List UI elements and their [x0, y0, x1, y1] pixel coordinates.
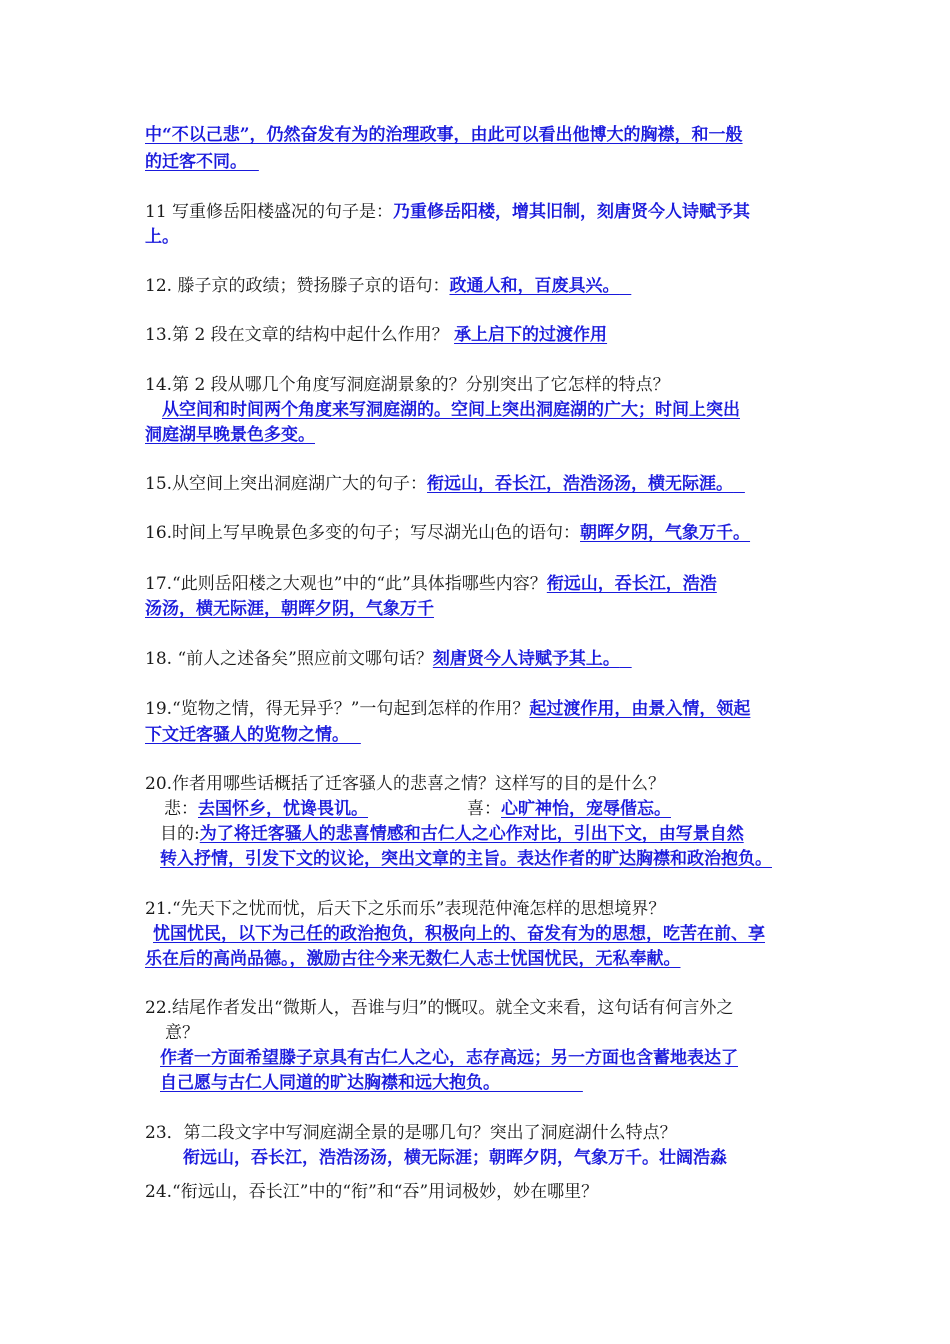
answer-text: 作者一方面希望滕子京具有古仁人之心，志存高远；另一方面也含蓄地表达了 [160, 1048, 738, 1068]
question-text: 24.“衔远山，吞长江”中的“衔”和“吞”用词极妙，妙在哪里？ [145, 1182, 599, 1202]
answer-text: 中“不以己悲”，仍然奋发有为的治理政事，由此可以看出他博大的胸襟，和一般 [145, 125, 743, 145]
answer-line [164, 797, 368, 821]
answer-text: 为了将迁客骚人的悲喜情感和古仁人之心作对比，引出下文，由写景自然 [199, 824, 744, 844]
question-line [145, 472, 745, 496]
question-text: 20.作者用哪些话概括了迁客骚人的悲喜之情？这样写的目的是什么？ [145, 774, 666, 794]
answer-text: 刻唐贤今人诗赋予其上。 [432, 649, 620, 669]
answer-line [160, 847, 772, 871]
answer-line [467, 797, 671, 821]
answer-line [160, 1071, 583, 1095]
question-line [145, 521, 750, 545]
answer-text: 朝晖夕阴，气象万千。 [580, 523, 751, 543]
answer-text: 转入抒情，引发下文的议论，突出文章的主旨。表达作者的旷达胸襟和政治抱负。 [160, 849, 772, 869]
question-line [145, 274, 631, 298]
answer-text: 去国怀乡，忧谗畏讥。 [198, 799, 368, 819]
question-text: 19.“览物之情，得无异乎？”一句起到怎样的作用？ [145, 699, 530, 719]
answer-text: 从空间和时间两个角度来写洞庭湖的。空间上突出洞庭湖的广大；时间上突出 [162, 400, 740, 420]
question-text: 11 写重修岳阳楼盛况的句子是： [145, 202, 394, 222]
question-line [145, 647, 632, 671]
answer-text: 下文迁客骚人的览物之情。 [145, 725, 349, 745]
question-text: 13.第 2 段在文章的结构中起什么作用？ [145, 325, 455, 345]
question-line [145, 697, 750, 721]
answer-text: 衔远山，吞长江，浩浩 [546, 574, 717, 594]
label-text: 悲： [164, 799, 198, 819]
question-line [145, 572, 717, 596]
question-text: 18. “前人之述备矣”照应前文哪句话？ [145, 649, 433, 669]
answer-line [153, 922, 765, 946]
question-text: 15.从空间上突出洞庭湖广大的句子： [145, 474, 428, 494]
question-line [145, 897, 665, 921]
answer-text: 乐在后的高尚品德。，激励古往今来无数仁人志士忧国忧民，无私奉献。 [145, 949, 681, 969]
answer-text: 汤汤，横无际涯，朝晖夕阴，气象万千 [145, 599, 434, 619]
question-text: 14.第 2 段从哪几个角度写洞庭湖景象的？分别突出了它怎样的特点？ [145, 375, 670, 395]
answer-line [145, 947, 681, 971]
answer-line [145, 723, 361, 747]
answer-text: 上。 [145, 227, 179, 247]
answer-text: 承上启下的过渡作用 [454, 325, 608, 345]
question-line [145, 323, 607, 347]
label-text: 目的: [160, 824, 200, 844]
answer-line [160, 1046, 738, 1070]
question-line [145, 373, 670, 397]
answer-text: 心旷神怡，宠辱偕忘。 [501, 799, 671, 819]
question-line [145, 200, 750, 224]
answer-text: 衔远山，吞长江，浩浩汤汤，横无际涯。 [427, 474, 734, 494]
label-text: 喜： [467, 799, 501, 819]
answer-line [183, 1146, 727, 1170]
question-line [145, 1121, 677, 1145]
answer-text: 自己愿与古仁人同道的旷达胸襟和远大抱负。 [160, 1073, 500, 1093]
answer-text: 乃重修岳阳楼，增其旧制，刻唐贤今人诗赋予其 [393, 202, 751, 222]
answer-line [145, 597, 434, 621]
question-text: 17.“此则岳阳楼之大观也”中的“此”具体指哪些内容？ [145, 574, 547, 594]
answer-text: 忧国忧民，以下为己任的政治抱负，积极向上的、奋发有为的思想，吃苦在前、享 [153, 924, 765, 944]
answer-line [145, 225, 179, 249]
answer-line [145, 423, 315, 447]
question-line [145, 996, 733, 1020]
answer-text: 起过渡作用，由景入情，领起 [529, 699, 751, 719]
answer-text: 洞庭湖早晚景色多变。 [145, 425, 315, 445]
question-line [145, 1180, 598, 1204]
question-text: 23．第二段文字中写洞庭湖全景的是哪几句？突出了洞庭湖什么特点？ [145, 1123, 677, 1143]
answer-text: 的迁客不同。 [145, 152, 247, 172]
question-text: 意？ [165, 1023, 199, 1043]
question-text: 16.时间上写早晚景色多变的句子；写尽湖光山色的语句： [145, 523, 581, 543]
question-line [145, 772, 665, 796]
answer-line [145, 150, 259, 174]
answer-line [160, 822, 744, 846]
answer-text: 衔远山，吞长江，浩浩汤汤，横无际涯；朝晖夕阴，气象万千。壮阔浩淼 [183, 1148, 727, 1168]
answer-text: 政通人和，百废具兴。 [449, 276, 620, 296]
answer-line [145, 123, 743, 147]
answer-line [162, 398, 740, 422]
question-text: 21.“先天下之忧而忧，后天下之乐而乐”表现范仲淹怎样的思想境界？ [145, 899, 666, 919]
question-text: 12. 滕子京的政绩；赞扬滕子京的语句： [145, 276, 450, 296]
question-text: 22.结尾作者发出“微斯人，吾谁与归”的慨叹。就全文来看，这句话有何言外之 [145, 998, 734, 1018]
question-line [165, 1021, 199, 1045]
